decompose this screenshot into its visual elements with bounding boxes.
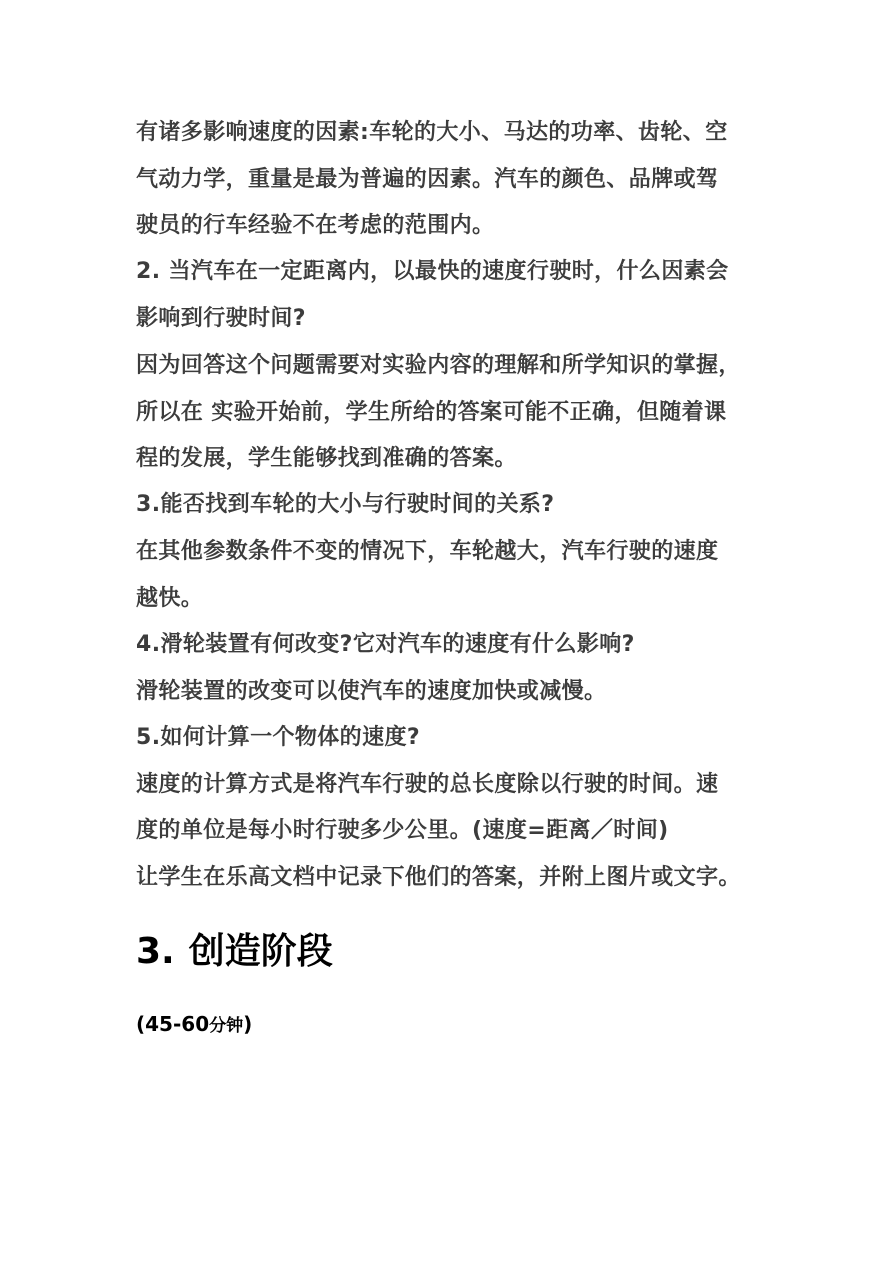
duration-range: (45-60 — [136, 1012, 210, 1036]
section-duration — [136, 1011, 252, 1039]
paragraph-factors-line-1: 有诸多影响速度的因素:车轮的大小、马达的功率、齿轮、空 — [136, 120, 728, 145]
answer-2-line-1: 因为回答这个问题需要对实验内容的理解和所学知识的掌握， — [136, 353, 741, 378]
duration-unit: 分钟 — [209, 1016, 244, 1036]
answer-3-line-1: 在其他参数条件不变的情况下，车轮越大，汽车行驶的速度 — [136, 539, 719, 564]
paragraph-factors-line-2: 气动力学，重量是最为普遍的因素。汽车的颜色、品牌或驾 — [136, 167, 719, 192]
answer-2-line-3: 程的发展，学生能够找到准确的答案。 — [136, 446, 517, 471]
question-4-line-1: 4.滑轮装置有何改变?它对汽车的速度有什么影响? — [136, 632, 635, 657]
section-number: 3. — [136, 931, 175, 972]
note-line-1: 让学生在乐高文档中记录下他们的答案，并附上图片或文字。 — [136, 865, 741, 890]
question-2-line-2: 影响到行驶时间? — [136, 306, 306, 331]
answer-2-line-2: 所以在 实验开始前，学生所给的答案可能不正确，但随着课 — [136, 400, 727, 425]
question-3-line-1: 3.能否找到车轮的大小与行驶时间的关系? — [136, 492, 555, 517]
question-2-line-1: 2. 当汽车在一定距离内，以最快的速度行驶时，什么因素会 — [136, 259, 729, 284]
answer-4-line-1: 滑轮装置的改变可以使汽车的速度加快或减慢。 — [136, 679, 607, 704]
section-heading — [136, 932, 333, 972]
answer-5-line-2: 度的单位是每小时行驶多少公里。(速度=距离／时间) — [136, 818, 669, 843]
document-body — [136, 114, 762, 891]
question-5-line-1: 5.如何计算一个物体的速度? — [136, 725, 421, 750]
answer-3-line-2: 越快。 — [136, 586, 204, 611]
duration-close: ) — [243, 1012, 253, 1036]
paragraph-factors-line-3: 驶员的行车经验不在考虑的范围内。 — [136, 213, 495, 238]
section-title: 创造阶段 — [188, 931, 333, 972]
answer-5-line-1: 速度的计算方式是将汽车行驶的总长度除以行驶的时间。速 — [136, 772, 719, 797]
